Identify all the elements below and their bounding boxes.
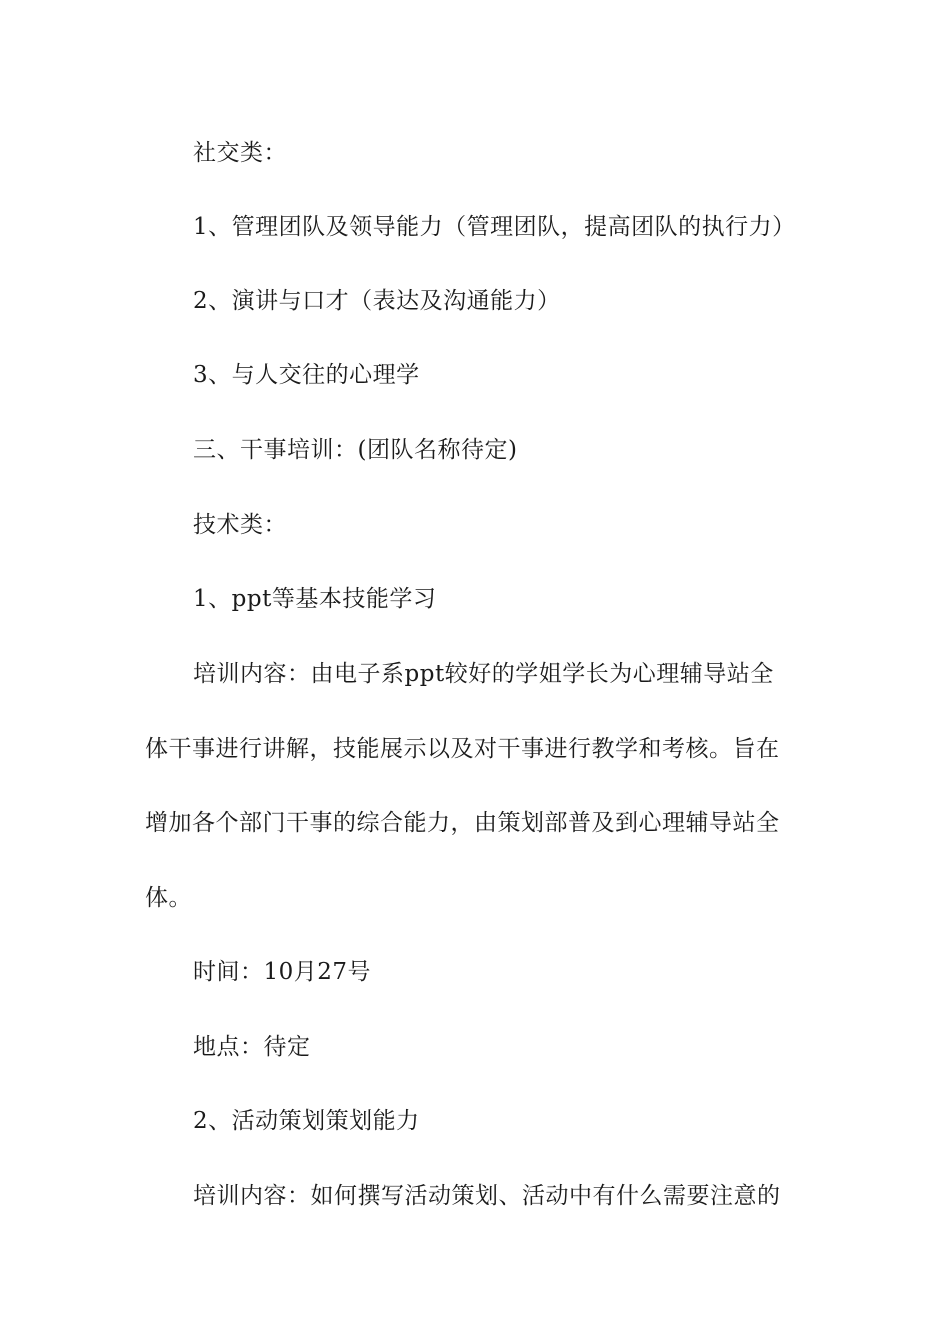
training-content-planning: 培训内容：如何撰写活动策划、活动中有什么需要注意的 xyxy=(193,1183,781,1209)
heading-social: 社交类： xyxy=(193,140,287,166)
training-content-line-4: 体。 xyxy=(145,885,192,911)
list-item-planning: 2、活动策划策划能力 xyxy=(193,1108,420,1134)
list-item-speech: 2、演讲与口才（表达及沟通能力） xyxy=(193,288,561,314)
location-line: 地点：待定 xyxy=(193,1034,311,1060)
training-content-line-1: 培训内容：由电子系ppt较好的学姐学长为心理辅导站全 xyxy=(193,661,774,687)
training-content-line-3: 增加各个部门干事的综合能力，由策划部普及到心理辅导站全 xyxy=(145,810,780,836)
training-content-line-2: 体干事进行讲解，技能展示以及对干事进行教学和考核。旨在 xyxy=(145,736,780,762)
heading-technical: 技术类： xyxy=(193,512,287,538)
list-item-ppt: 1、ppt等基本技能学习 xyxy=(193,586,437,612)
list-item-management: 1、管理团队及领导能力（管理团队，提高团队的执行力） xyxy=(193,214,796,240)
time-line: 时间：10月27号 xyxy=(193,959,372,985)
list-item-psychology: 3、与人交往的心理学 xyxy=(193,362,420,388)
section-heading-training: 三、干事培训：(团队名称待定) xyxy=(193,437,518,463)
